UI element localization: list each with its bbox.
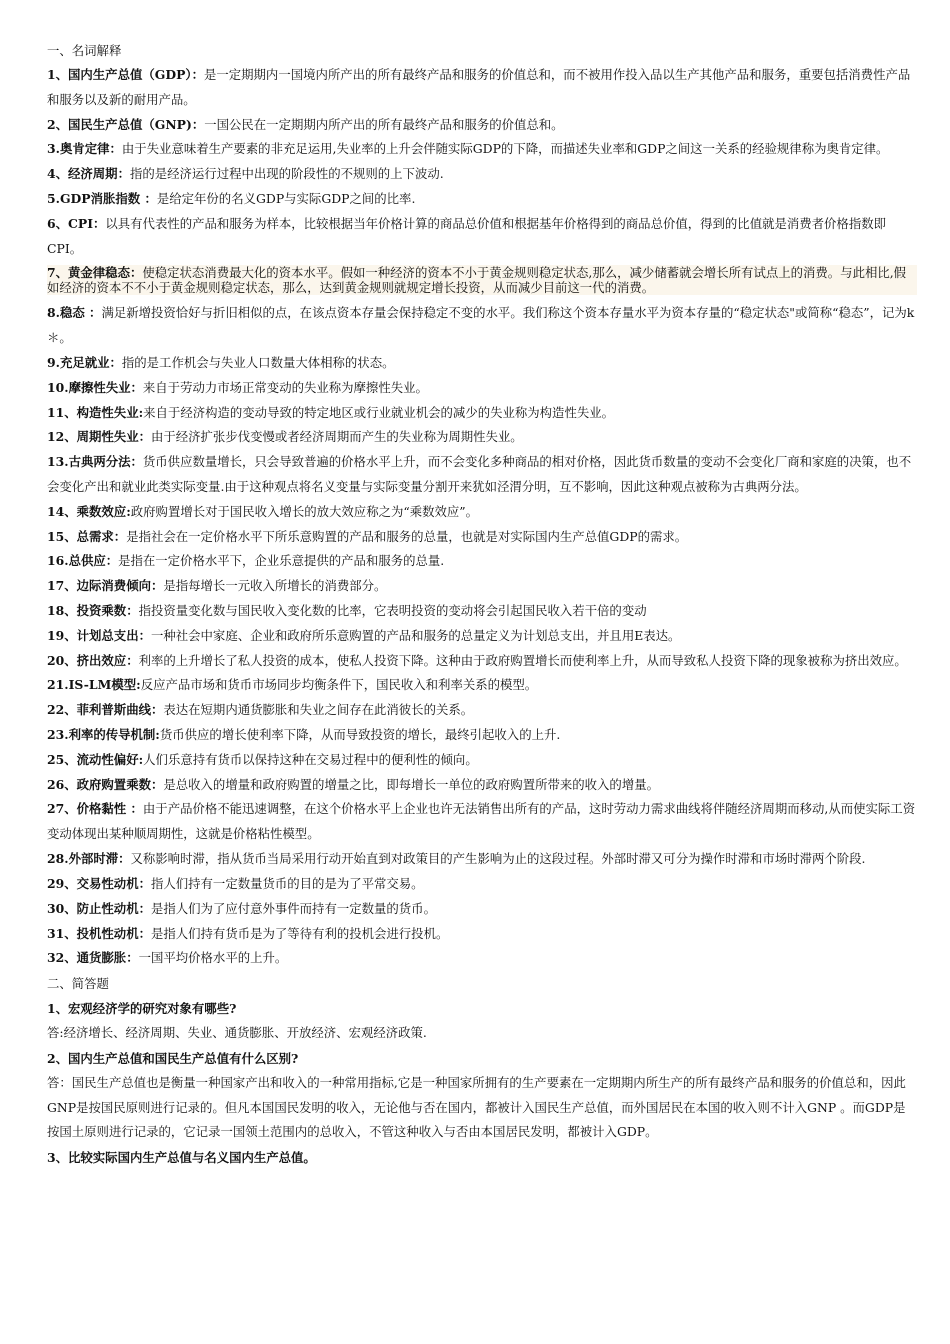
entry-term: 2、国民生产总值（GNP)： (47, 116, 205, 132)
entry-definition: 货币供应数量增长，只会导致普遍的价格水平上升，而不会变化多种商品的相对价格，因此货币数量的变动不会变化厂商和家庭的决策，也不会变化产出和就业此类实际变量.由于这种观点将名义变量与实际变量分割开来犹如泾渭分明，互不影响，因此这种观点被称为古典两分法。 (47, 454, 912, 494)
entry-definition: 人们乐意持有货币以保持这种在交易过程中的便利性的倾向。 (143, 751, 478, 767)
entry-definition: 是给定年份的名义GDP与实际GDP之间的比率. (156, 190, 416, 206)
entry-term: 18、投资乘数： (47, 602, 139, 618)
glossary-entry (47, 500, 917, 525)
glossary-entry (47, 113, 917, 138)
entry-definition: 一种社会中家庭、企业和政府所乐意购置的产品和服务的总量定义为计划总支出，并且用E表达。 (150, 627, 681, 643)
entry-term: 23.利率的传导机制: (47, 726, 160, 742)
entry-definition: 货币供应的增长使利率下降，从而导致投资的增长，最终引起收入的上升. (159, 726, 561, 742)
entry-term: 4、经济周期： (47, 166, 130, 182)
entry-definition: 指投资量变化数与国民收入变化数的比率，它表明投资的变动将会引起国民收入若干倍的变动 (138, 602, 647, 618)
entry-definition: 反应产品市场和货币市场同步均衡条件下，国民收入和利率关系的模型。 (140, 677, 538, 693)
entry-term: 1、国内生产总值（GDP）： (47, 67, 204, 82)
entry-definition: 由于产品价格不能迅速调整，在这个价格水平上企业也许无法销售出所有的产品，这时劳动力需求曲线将伴随经济周期而移动,从而使实际工资变动体现出某种顺周期性，这就是价格粘性模型。 (47, 801, 916, 842)
entry-term: 5.GDP消胀指数 ： (47, 190, 157, 206)
glossary-entry (47, 946, 917, 971)
glossary-entry (47, 425, 917, 450)
entry-term: 8.稳态 ： (47, 305, 102, 321)
entry-definition: 来自于经济构造的变动导致的特定地区或行业就业机会的减少的失业称为构造性失业。 (143, 404, 615, 420)
entry-term: 28.外部时滞： (47, 850, 131, 866)
glossary-entry (47, 351, 917, 376)
glossary-entry (47, 773, 917, 798)
glossary-entry (47, 599, 917, 624)
entry-term: 21.IS-LM模型: (47, 677, 141, 693)
entry-term: 14、乘数效应: (47, 503, 131, 519)
question: 3、比较实际国内生产总值与名义国内生产总值。 (47, 1150, 316, 1166)
entry-definition: 指的是经济运行过程中出现的阶段性的不规则的上下波动. (129, 166, 444, 182)
glossary-entry (47, 748, 917, 773)
entry-term: 27、价格黏性 ： (47, 801, 143, 817)
entry-definition: 使稳定状态消费最大化的资本水平。假如一种经济的资本不小于黄金规则稳定状态,那么，减少储蓄就会增长所有试点上的消费。与此相比,假如经济的资本不不小于黄金规则稳定状态，那么，达到黄金规则就规定增长投资，从而减少目前这一代的消费。 (47, 265, 907, 296)
entry-definition: 满足新增投资恰好与折旧相似的点，在该点资本存量会保持稳定不变的水平。我们称这个资本存量水平为资本存量的“稳定状态"或简称“稳态”，记为k＊。 (47, 305, 915, 346)
glossary-entry (47, 450, 917, 500)
entry-term: 17、边际消费倾向： (47, 578, 164, 594)
glossary-entry (47, 922, 917, 947)
entry-term: 12、周期性失业： (47, 429, 151, 445)
entry-definition: 是一定期期内一国境内所产出的所有最终产品和服务的价值总和，而不被用作投入品以生产其他产品和服务，重要包括消费性产品和服务以及新的耐用产品。 (47, 67, 911, 107)
entry-definition: 由于经济扩张步伐变慢或者经济周期而产生的失业称为周期性失业。 (150, 429, 523, 445)
glossary-entry (47, 851, 917, 866)
entry-definition: 是指每增长一元收入所增长的消费部分。 (163, 578, 387, 594)
glossary-entry (47, 162, 917, 187)
glossary-entry (47, 301, 917, 351)
question: 1、宏观经济学的研究对象有哪些? (47, 1001, 237, 1017)
glossary-list (47, 63, 917, 971)
entry-term: 6、CPI： (47, 215, 106, 231)
glossary-entry (47, 137, 917, 162)
entry-term: 30、防止性动机： (47, 900, 151, 916)
glossary-entry (47, 797, 917, 847)
entry-term: 26、政府购置乘数： (47, 776, 164, 792)
entry-term: 25、流动性偏好: (47, 751, 144, 767)
entry-definition: 表达在短期内通货膨胀和失业之间存在此消彼长的关系。 (163, 702, 474, 718)
entry-definition: 又称影响时滞，指从货币当局采用行动开始直到对政策目的产生影响为止的这段过程。外部时滞又可分为操作时滞和市场时滞两个阶段. (130, 850, 866, 866)
entry-term: 9.充足就业： (47, 354, 122, 370)
entry-definition: 一国公民在一定期期内所产出的所有最终产品和服务的价值总和。 (204, 116, 564, 132)
glossary-entry (47, 673, 917, 698)
entry-definition: 由于失业意味着生产要素的非充足运用,失业率的上升会伴随实际GDP的下降，而描述失业率和GDP之间这一关系的经验规律称为奥肯定律。 (121, 141, 889, 157)
glossary-entry (47, 265, 917, 295)
glossary-entry (47, 549, 917, 574)
entry-term: 19、计划总支出： (47, 627, 151, 643)
entry-term: 29、交易性动机： (47, 875, 151, 891)
glossary-entry (47, 376, 917, 401)
glossary-entry (47, 723, 917, 748)
glossary-entry (47, 187, 917, 212)
entry-definition: 是指人们持有货币是为了等待有利的投机会进行投机。 (150, 925, 449, 941)
entry-definition: 利率的上升增长了私人投资的成本，使私人投资下降。这种由于政府购置增长而使利率上升，从而导致私人投资下降的现象被称为挤出效应。 (138, 652, 907, 668)
entry-term: 3.奥肯定律： (47, 141, 122, 157)
glossary-entry (47, 624, 917, 649)
entry-term: 16.总供应： (47, 553, 119, 569)
entry-definition: 以具有代表性的产品和服务为样本，比较根据当年价格计算的商品总价值和根据基年价格得到的商品总价值，得到的比值就是消费者价格指数即CPI。 (47, 215, 886, 256)
glossary-entry (47, 63, 917, 113)
glossary-entry (47, 649, 917, 674)
glossary-entry (47, 698, 917, 723)
entry-term: 15、总需求： (47, 528, 127, 544)
entry-term: 22、菲利普斯曲线： (47, 702, 164, 718)
answer: 答：国民生产总值也是衡量一种国家产出和收入的一种常用指标,它是一种国家所拥有的生产要素在一定期期内所生产的所有最终产品和服务的价值总和，因此GNP是按国民原则进行记录的。但凡本国国民发明的收入，无论他与否在国内，都被计入国民生产总值，而外国居民在本国的收入则不计入GNP 。而GDP是按国土原则进行记录的，它记录一国领土范围内的总收入，不管这种收入与否由本国居民发明，都被计入GDP。 (47, 1074, 906, 1140)
entry-definition: 指人们持有一定数量货币的目的是为了平常交易。 (150, 875, 424, 891)
answer: 答:经济增长、经济周期、失业、通货膨胀、开放经济、宏观经济政策. (47, 1025, 427, 1041)
entry-term: 31、投机性动机： (47, 925, 151, 941)
entry-term: 11、构造性失业: (47, 404, 144, 420)
entry-definition: 是指人们为了应付意外事件而持有一定数量的货币。 (150, 900, 436, 916)
entry-term: 7、黄金律稳态： (47, 265, 143, 281)
question: 2、国内生产总值和国民生产总值有什么区别? (47, 1050, 299, 1066)
section-heading: 一、名词解释 (47, 43, 122, 58)
glossary-entry (47, 212, 917, 262)
document-page (47, 38, 917, 1170)
section-heading: 二、简答题 (47, 976, 109, 992)
entry-definition: 是指在一定价格水平下，企业乐意提供的产品和服务的总量. (118, 553, 445, 569)
entry-definition: 政府购置增长对于国民收入增长的放大效应称之为“乘数效应”。 (130, 503, 478, 519)
glossary-entry (47, 872, 917, 897)
entry-definition: 是总收入的增量和政府购置的增量之比，即每增长一单位的政府购置所带来的收入的增量。 (163, 776, 659, 792)
entry-term: 10.摩擦性失业： (47, 379, 143, 395)
entry-definition: 来自于劳动力市场正常变动的失业称为摩擦性失业。 (142, 379, 428, 395)
glossary-entry (47, 897, 917, 922)
entry-definition: 指的是工作机会与失业人口数量大体相称的状态。 (121, 354, 395, 370)
glossary-entry (47, 401, 917, 426)
glossary-entry (47, 525, 917, 550)
entry-definition: 是指社会在一定价格水平下所乐意购置的产品和服务的总量，也就是对实际国内生产总值GDP的需求。 (126, 528, 688, 544)
entry-definition: 一国平均价格水平的上升。 (138, 950, 288, 966)
glossary-entry (47, 574, 917, 599)
entry-term: 13.古典两分法： (47, 454, 143, 470)
entry-term: 20、挤出效应： (47, 652, 139, 668)
entry-term: 32、通货膨胀： (47, 950, 139, 966)
